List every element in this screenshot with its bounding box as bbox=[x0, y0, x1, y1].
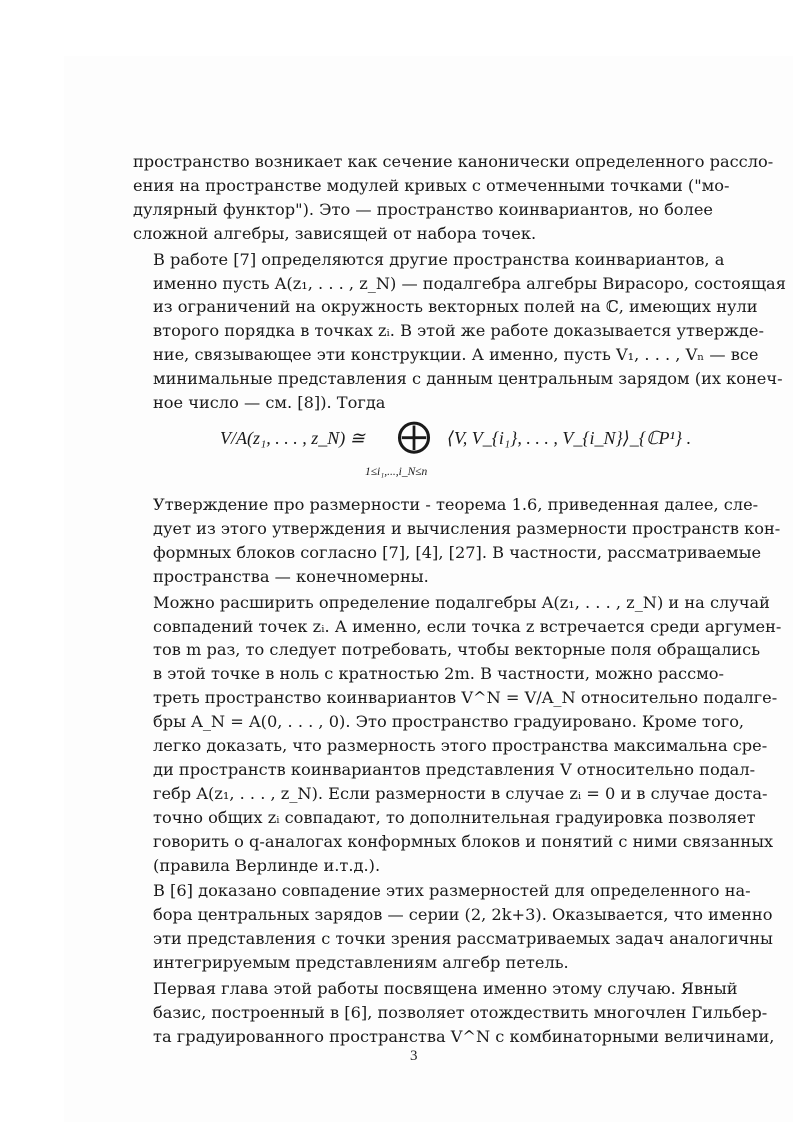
text-line: сложной алгебры, зависящей от набора точек. bbox=[133, 223, 537, 243]
text-line: бора центральных зарядов — серии (2, 2k+3). Оказывается, что именно bbox=[153, 905, 773, 925]
text-line: пространство возникает как сечение канонически определенного рассло- bbox=[133, 152, 774, 171]
page-number: 3 bbox=[410, 1048, 418, 1064]
text-line: Утверждение про размерности - теорема 1.6, приведенная далее, сле- bbox=[153, 494, 759, 514]
text-line: треть пространство коинвариантов V^N = V/A_N относительно подалге- bbox=[153, 688, 778, 708]
paragraph-5 bbox=[133, 879, 773, 975]
paragraph-2 bbox=[133, 248, 786, 415]
text-line: та градуированного пространства V^N с комбинаторными величинами, bbox=[153, 1026, 775, 1046]
text-line: Первая глава этой работы посвящена именно этому случаю. Явный bbox=[153, 979, 738, 999]
text-line: базис, построенный в [6], позволяет отождествить многочлен Гильбер- bbox=[153, 1003, 768, 1022]
text-line: ди пространств коинвариантов представления V относительно подал- bbox=[153, 759, 756, 779]
formula-rhs: ⟨V, V_{i₁}, . . . , V_{i_N}⟩_{ℂP¹} . bbox=[447, 427, 692, 448]
text-line: интегрируемым представлениям алгебр петель. bbox=[153, 953, 569, 973]
text-line: В [6] доказано совпадение этих размерностей для определенного на- bbox=[153, 881, 751, 901]
paragraph-4 bbox=[133, 591, 782, 878]
text-line: гебр A(z₁, . . . , z_N). Если размерности в случае zᵢ = 0 и в случае доста- bbox=[153, 783, 768, 803]
text-line: (правила Верлинде и.т.д.). bbox=[153, 855, 381, 875]
paragraph-6 bbox=[133, 977, 775, 1049]
text-line: бры A_N = A(0, . . . , 0). Это пространство градуировано. Кроме того, bbox=[153, 712, 745, 732]
text-line: в этой точке в ноль с кратностью 2m. В частности, можно рассмо- bbox=[153, 664, 724, 684]
text-line: ное число — см. [8]). Тогда bbox=[153, 393, 386, 413]
text-line: дует из этого утверждения и вычисления размерности пространств кон- bbox=[153, 518, 781, 538]
text-line: ние, связывающее эти конструкции. А именно, пусть V₁, . . . , Vₙ — все bbox=[153, 345, 759, 365]
text-line: минимальные представления с данным центральным зарядом (их конеч- bbox=[153, 369, 783, 389]
text-line: пространства — конечномерны. bbox=[153, 566, 429, 586]
display-formula bbox=[133, 417, 701, 487]
text-line: совпадений точек zᵢ. А именно, если точка z встречается среди аргумен- bbox=[153, 616, 782, 636]
text-line: именно пусть A(z₁, . . . , z_N) — подалгебра алгебры Вирасоро, состоящая bbox=[153, 273, 786, 293]
text-line: легко доказать, что размерность этого пространства максимальна сре- bbox=[153, 736, 768, 756]
text-line: второго порядка в точках zᵢ. В этой же работе доказывается утвержде- bbox=[153, 321, 764, 341]
text-line: говорить о q-аналогах конформных блоков и понятий с ними связанных bbox=[153, 831, 774, 851]
direct-sum-operator: ⨁ bbox=[397, 417, 431, 455]
formula-summation-range: 1≤i₁,...,i_N≤n bbox=[365, 465, 428, 478]
document-body bbox=[133, 150, 786, 1049]
text-line: формных блоков согласно [7], [4], [27]. В частности, рассматриваемые bbox=[153, 542, 762, 562]
text-line: Можно расширить определение подалгебры A(z₁, . . . , z_N) и на случай bbox=[153, 592, 770, 612]
text-line: из ограничений на окружность векторных полей на ℂ, имеющих нули bbox=[153, 297, 758, 317]
paragraph-3 bbox=[133, 493, 781, 589]
paragraph-1 bbox=[133, 150, 774, 246]
text-line: В работе [7] определяются другие пространства коинвариантов, а bbox=[153, 249, 725, 269]
text-line: дулярный функтор"). Это — пространство коинвариантов, но более bbox=[133, 199, 713, 219]
formula-lhs: V/A(z₁, . . . , z_N) ≅ bbox=[220, 427, 365, 448]
text-line: ения на пространстве модулей кривых с отмеченными точками ("мо- bbox=[133, 175, 730, 195]
text-line: эти представления с точки зрения рассматриваемых задач аналогичны bbox=[153, 929, 773, 949]
text-line: тов m раз, то следует потребовать, чтобы векторные поля обращались bbox=[153, 640, 761, 660]
text-line: точно общих zᵢ совпадают, то дополнительная градуировка позволяет bbox=[153, 807, 756, 827]
